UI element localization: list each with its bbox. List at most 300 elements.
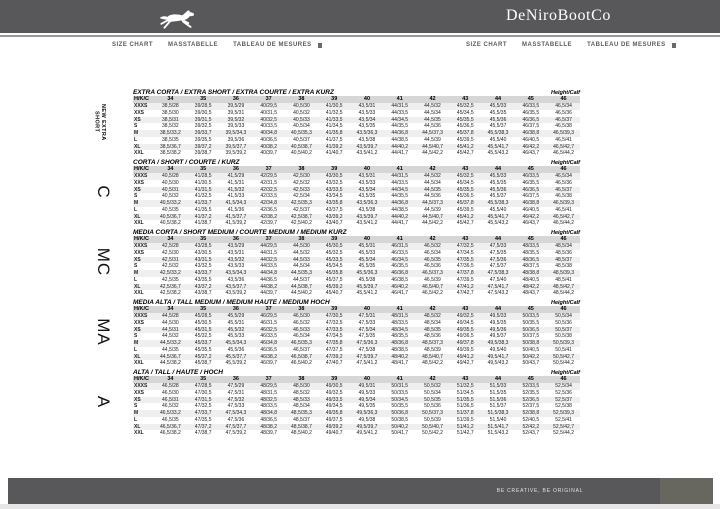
column-header: 44: [494, 306, 502, 312]
size-cell: 46,5/35: [162, 416, 179, 423]
row-label: XXXS: [134, 173, 148, 179]
size-cell: 43,5/31: [358, 173, 376, 179]
size-cell: 47,5/36: [227, 416, 245, 423]
size-cell: 46,5/34: [424, 249, 441, 256]
column-header: 35: [200, 236, 207, 242]
column-header: 39: [331, 376, 338, 382]
size-cell: 43,5/31: [227, 249, 245, 256]
size-cell: 49/37,8: [456, 340, 474, 346]
row-label: XXL: [134, 430, 144, 437]
nav-item-size-chart[interactable]: SIZE CHART: [466, 42, 507, 48]
size-cell: 46/35,5: [522, 179, 540, 186]
header-bar: [0, 0, 720, 33]
size-cell: 47/32,5: [194, 403, 212, 410]
size-table-block: [94, 297, 580, 367]
size-cell: 44,5/39: [424, 206, 441, 213]
nav-item-tableau-de-mesures[interactable]: TABLEAU DE MESURES: [233, 42, 312, 48]
size-cell: 41/39,2: [325, 143, 343, 150]
table-title-row: [133, 157, 580, 166]
size-cell: 45,5/33: [489, 173, 507, 179]
size-cell: 45/32,5: [456, 173, 474, 179]
size-cell: 48/33,5: [522, 243, 540, 249]
row-label: L: [134, 346, 138, 353]
size-cell: 45/39,2: [325, 283, 343, 290]
size-cell: 41,5/37,7: [225, 213, 247, 220]
size-cell: 45/34,5: [456, 179, 474, 186]
size-cell: 47/33,7: [194, 410, 212, 416]
row-label: XXL: [134, 360, 144, 367]
size-cell: 45,5/39,2: [225, 360, 247, 367]
size-cell: 43/34,5: [325, 193, 343, 200]
size-cell: 49,5/33: [489, 313, 507, 319]
size-cell: 49,5/38: [358, 416, 376, 423]
size-cell: 47,5/32: [227, 396, 245, 403]
size-cell: 49/40,7: [325, 430, 343, 437]
size-cell: 43/32,5: [325, 179, 343, 186]
size-cell: 45/33,5: [325, 256, 343, 263]
size-cell: 49/42,7: [456, 360, 474, 367]
size-cell: 45,5/31: [358, 243, 376, 249]
size-cell: 50,5/42,2: [422, 430, 443, 437]
table-row: [133, 207, 580, 214]
size-cell: 39/38,7: [194, 150, 212, 157]
size-cell: 49/41,2: [456, 353, 474, 360]
size-cell: 42,5/32: [162, 263, 179, 270]
size-cell: 48/37,5: [522, 263, 540, 270]
size-cell: 46,5/32: [424, 243, 441, 249]
size-cell: 45,5/35: [358, 263, 376, 270]
column-header: 44: [494, 376, 502, 382]
column-header: 46: [560, 376, 567, 382]
size-table-block: [94, 367, 580, 437]
size-cell: 51,5/43,2: [487, 430, 509, 437]
size-cell: 52,5/44,2: [553, 430, 574, 437]
size-cell: 45,5/34,3: [225, 340, 247, 346]
size-cell: 47,5/35: [489, 249, 507, 256]
size-cell: 41,5/32: [227, 186, 245, 193]
size-cell: 46,5/44,2: [553, 150, 574, 157]
size-cell: 48/42,2: [522, 283, 540, 290]
nav-left: [112, 42, 322, 48]
size-cell: 47/37,2: [194, 423, 212, 430]
size-cell: 52,5/34: [555, 383, 572, 389]
size-cell: 47/37,5: [325, 346, 343, 353]
size-cell: 45/34,5: [325, 263, 343, 270]
size-cell: 45,5/32: [227, 326, 245, 333]
size-cell: 47,5/39,7: [356, 353, 378, 360]
size-cell: 44,5/32: [424, 103, 441, 109]
size-cell: 41,5/36: [227, 206, 245, 213]
size-cell: 46,5/37: [293, 346, 310, 353]
size-cell: 50/36,5: [522, 326, 540, 333]
size-cell: 45/42,7: [456, 220, 474, 227]
size-cell: 44,5/35,3: [291, 270, 312, 276]
size-cell: 45,5/36,3: [356, 270, 378, 276]
size-cell: 48,5/36: [555, 249, 572, 256]
size-cell: 44,5/31: [162, 326, 179, 333]
column-header: 45: [527, 166, 534, 172]
size-cell: 46,5/35: [424, 256, 441, 263]
size-cell: 43,5/31: [358, 103, 376, 109]
row-label: XS: [134, 116, 141, 123]
row-label: XXXS: [134, 243, 148, 249]
column-header: 46: [560, 96, 567, 102]
size-cell: 51,5/38,3: [487, 410, 509, 416]
table-row: [133, 200, 580, 207]
size-cell: 43/38,7: [194, 290, 212, 297]
size-cell: 43,5/35: [358, 193, 376, 200]
column-header: 42: [429, 306, 436, 312]
table-row: [133, 103, 580, 110]
table-row: [133, 354, 580, 361]
table-row: [133, 410, 580, 417]
size-cell: 43,5/38: [358, 206, 376, 213]
size-cell: 50,5/44,2: [553, 360, 574, 367]
size-cell: 47/39,2: [325, 353, 343, 360]
size-cell: 46,5/38,2: [159, 430, 181, 437]
size-cell: 48,5/36: [424, 333, 441, 340]
column-header: 41: [396, 376, 403, 382]
size-cell: 38,5/30: [162, 109, 179, 116]
size-cell: 45,5/43,2: [487, 220, 509, 227]
size-cell: 42/34,8: [260, 200, 278, 206]
size-cell: 43,5/29: [227, 243, 245, 249]
size-cell: 50,5/42,7: [553, 353, 574, 360]
size-cell: 48/33,5: [260, 403, 278, 410]
size-cell: 44/41,7: [391, 150, 409, 157]
size-cell: 40,5/34: [293, 123, 310, 130]
size-cell: 39,5/34,3: [225, 130, 247, 136]
table-row: [133, 150, 580, 157]
column-header: 42: [429, 166, 436, 172]
size-table-block: [94, 157, 580, 227]
menu-square-icon[interactable]: [672, 43, 676, 48]
size-cell: 52/37,5: [522, 403, 540, 410]
size-cell: 46/36,5: [522, 186, 540, 193]
size-cell: 47/39,5: [456, 276, 474, 283]
size-cell: 47/33,5: [325, 326, 343, 333]
size-cell: 49/33,5: [325, 396, 343, 403]
size-cell: 46,5/41: [555, 136, 572, 143]
size-cell: 45/35,5: [456, 186, 474, 193]
size-cell: 48/35,5: [391, 333, 409, 340]
size-cell: 47/41,2: [456, 283, 474, 290]
size-cell: 50,5/38: [555, 333, 572, 340]
table-header-row: [133, 166, 580, 173]
table-row: [133, 173, 580, 180]
size-cell: 49,5/33: [358, 389, 376, 396]
size-cell: 51,5/41,7: [487, 423, 509, 430]
size-cell: 41/40,7: [325, 150, 343, 157]
size-cell: 47,5/31: [358, 313, 376, 319]
nav-item-tableau-de-mesures[interactable]: TABLEAU DE MESURES: [587, 42, 666, 48]
row-label: XL: [134, 353, 141, 360]
size-cell: 42/31,5: [260, 179, 278, 186]
size-cell: 45,5/38,3: [487, 130, 509, 136]
size-cell: 48,5/37: [293, 416, 310, 423]
table-row: [133, 290, 580, 297]
size-cell: 46/42,2: [522, 213, 540, 220]
size-cell: 50,5/32: [424, 383, 441, 389]
size-cell: 50,5/36: [555, 319, 572, 326]
table-title: EXTRA CORTA / EXTRA SHORT / EXTRA COURTE / EXTRA KURZ: [133, 89, 334, 96]
size-cell: 46,5/39,3: [553, 200, 574, 206]
nav-item-masstabelle[interactable]: MASSTABELLE: [522, 42, 573, 48]
row-label: XL: [134, 423, 141, 430]
size-cell: 44,5/33: [293, 256, 310, 263]
menu-square-icon[interactable]: [318, 43, 322, 48]
size-cell: 46,5/39,3: [553, 130, 574, 136]
size-cell: 45,5/41,7: [487, 143, 509, 150]
size-cell: 47/40,7: [325, 360, 343, 367]
size-cell: 47,5/37,7: [225, 423, 247, 430]
size-cell: 48,5/38,7: [291, 423, 312, 430]
size-cell: 48,5/40,7: [422, 353, 443, 360]
size-cell: 38,5/36,7: [159, 143, 181, 150]
size-cell: 50/38,5: [391, 416, 409, 423]
size-cell: 41/34,5: [325, 123, 343, 130]
size-cell: 41/38,7: [194, 220, 212, 227]
size-cell: 43,5/41,2: [356, 150, 378, 157]
row-label: XXL: [134, 150, 144, 157]
size-cell: 46,5/34: [555, 173, 572, 179]
size-cell: 40,5/28: [162, 173, 179, 179]
size-cell: 46,5/38,7: [291, 353, 312, 360]
size-cell: 43,5/33: [227, 263, 245, 270]
footer-slogan: BE CREATIVE, BE ORIGINAL: [496, 488, 584, 494]
size-cell: 50,5/41: [555, 346, 572, 353]
size-cell: 49,5/35: [358, 403, 376, 410]
size-cell: 48/36,8: [391, 340, 409, 346]
size-cell: 44,5/33,2: [159, 340, 181, 346]
size-cell: 48/36,5: [260, 416, 278, 423]
size-cell: 47,5/43,2: [487, 290, 509, 297]
column-header: 34: [167, 96, 174, 102]
size-cell: 46/35,5: [391, 263, 409, 270]
size-cell: 40,5/33,2: [159, 200, 181, 206]
size-cell: 39/28,5: [194, 103, 212, 109]
size-cell: 42/33,5: [260, 193, 278, 200]
size-cell: 45/41,2: [456, 143, 474, 150]
size-cell: 45,5/35: [489, 109, 507, 116]
size-cell: 45/37,8: [456, 130, 474, 136]
row-label: XL: [134, 283, 141, 290]
sidebar-label: MA: [94, 318, 113, 346]
column-header: 40: [363, 236, 371, 242]
size-cell: 48,5/34: [424, 319, 441, 326]
sidebar-label: MC: [94, 247, 113, 277]
size-cell: 51,5/36: [489, 396, 507, 403]
column-header: 46: [560, 166, 567, 172]
size-cell: 38,5/28: [162, 103, 179, 109]
column-header: H/K/C: [134, 236, 149, 242]
row-label: S: [134, 193, 138, 200]
size-cell: 48,5/38: [555, 263, 572, 270]
size-cell: 52/40,5: [522, 416, 540, 423]
size-cell: 39,5/39,2: [225, 150, 247, 157]
size-cell: 43,5/35: [358, 123, 376, 130]
size-cell: 42/38,2: [260, 213, 278, 220]
size-cell: 39/33,7: [194, 130, 212, 136]
size-cell: 44/40,2: [391, 213, 409, 220]
size-cell: 46,5/38: [555, 193, 572, 200]
table-header-row: [133, 96, 580, 103]
size-cell: 42,5/30: [293, 173, 310, 179]
table-header-row: [133, 376, 580, 383]
size-cell: 52,5/36: [555, 389, 572, 396]
size-cell: 43,5/36,3: [356, 200, 378, 206]
size-cell: 48/38,5: [391, 346, 409, 353]
size-cell: 46,5/32: [162, 403, 179, 410]
size-cell: 40/31,5: [260, 109, 278, 116]
column-header: 37: [265, 236, 272, 242]
size-cell: 49,5/36: [489, 326, 507, 333]
size-cell: 43/30,5: [194, 249, 212, 256]
size-cell: 45,5/37,7: [225, 353, 247, 360]
column-header: 39: [331, 236, 338, 242]
size-cell: 51/35,5: [456, 396, 474, 403]
size-cell: 45/35,5: [456, 116, 474, 123]
size-cell: 43/35,8: [325, 200, 343, 206]
size-cell: 50/43,7: [522, 360, 540, 367]
size-cell: 41,5/34,3: [225, 200, 247, 206]
size-cell: 48,5/40,2: [291, 430, 312, 437]
size-cell: 44,5/38,7: [291, 283, 312, 290]
table-row: [133, 123, 580, 130]
size-cell: 48/35,5: [522, 249, 540, 256]
size-cell: 47,5/41,2: [356, 360, 378, 367]
size-cell: 45/35,8: [325, 270, 343, 276]
size-cell: 49,5/40: [489, 346, 507, 353]
size-cell: 43,5/36,3: [356, 130, 378, 136]
size-cell: 52,5/39,3: [553, 410, 574, 416]
size-cell: 47,5/34: [358, 326, 376, 333]
size-cell: 44,5/42,2: [422, 150, 443, 157]
size-cell: 48,5/42,7: [553, 283, 574, 290]
size-cell: 51/41,2: [456, 423, 474, 430]
horse-logo-icon: [159, 9, 196, 31]
size-cell: 46,5/36,7: [159, 423, 181, 430]
row-label: S: [134, 123, 138, 130]
size-cell: 41,5/33: [227, 193, 245, 200]
size-cell: 40,5/32: [293, 109, 310, 116]
size-cell: 41/35,8: [325, 130, 343, 136]
size-cell: 41/33,7: [194, 200, 212, 206]
size-cell: 47/36,5: [456, 263, 474, 270]
size-cell: 43,5/39,7: [356, 213, 378, 220]
size-cell: 41/31,5: [194, 186, 212, 193]
size-cell: 40,5/38,2: [159, 220, 181, 227]
size-cell: 44/36,8: [391, 200, 409, 206]
size-cell: 40,5/36,7: [159, 213, 181, 220]
size-cell: 48/29,5: [260, 383, 278, 389]
size-cell: 43,5/38: [358, 136, 376, 143]
size-cell: 47/32,5: [325, 319, 343, 326]
row-label: XL: [134, 213, 141, 220]
size-table-block: [94, 227, 580, 297]
size-cell: 47,5/37: [489, 263, 507, 270]
nav-right: [466, 42, 676, 48]
nav-item-masstabelle[interactable]: MASSTABELLE: [168, 42, 219, 48]
size-cell: 42,5/36,7: [159, 283, 181, 290]
size-cell: 41/30,5: [194, 179, 212, 186]
size-cell: 45/39,5: [456, 206, 474, 213]
header-divider: [0, 35, 720, 37]
size-cell: 50,5/39,3: [553, 340, 574, 346]
size-cell: 40,5/40,2: [291, 150, 312, 157]
size-table-block: [93, 87, 580, 157]
size-cell: 52,5/37: [555, 396, 572, 403]
size-cell: 40/39,7: [260, 150, 278, 157]
table-row: [133, 383, 580, 390]
table-title: MEDIA ALTA / TALL MEDIUM / MEDIUM HAUTE / MEDIUM HOCH: [133, 299, 330, 306]
size-cell: 46,5/42,7: [553, 143, 574, 150]
size-cell: 45/31,5: [194, 326, 212, 333]
size-cell: 45/39,5: [456, 136, 474, 143]
size-cell: 47,5/34,3: [225, 410, 247, 416]
column-header: 42: [429, 376, 436, 382]
size-cell: 50/34,5: [391, 396, 409, 403]
table-row: [133, 403, 580, 410]
size-cell: 49/32,5: [325, 389, 343, 396]
table-row: [133, 250, 580, 257]
size-cell: 50/40,2: [391, 423, 409, 430]
size-cell: 46/41,7: [391, 290, 409, 297]
table-row: [133, 424, 580, 431]
size-cell: 42,5/33: [293, 186, 310, 193]
size-cell: 47/34,5: [325, 333, 343, 340]
size-cell: 48/38,2: [260, 423, 278, 430]
size-cell: 44/31,5: [260, 249, 278, 256]
size-cell: 46,5/34: [293, 333, 310, 340]
size-cell: 49/34,5: [325, 403, 343, 410]
size-cell: 49,5/37: [489, 333, 507, 340]
column-header: 37: [265, 166, 272, 172]
table-row: [133, 417, 580, 424]
size-cell: 45/34,5: [456, 109, 474, 116]
size-cell: 43,5/41,2: [356, 220, 378, 227]
column-header: 39: [331, 166, 338, 172]
size-cell: 46,5/42,2: [422, 290, 443, 297]
table-row: [133, 263, 580, 270]
size-cell: 46,5/37: [555, 116, 572, 123]
size-cell: 52/35,5: [522, 389, 540, 396]
size-cell: 46/36,8: [391, 270, 409, 276]
size-cell: 52,5/42,7: [553, 423, 574, 430]
size-cell: 44/33,5: [391, 109, 409, 116]
size-cell: 46/32,5: [260, 326, 278, 333]
column-header: 44: [494, 236, 502, 242]
column-header: 35: [200, 376, 207, 382]
table-row: [133, 193, 580, 200]
row-label: S: [134, 333, 138, 340]
row-label: L: [134, 136, 138, 143]
size-cell: 46,5/28: [162, 383, 179, 389]
size-cell: 44,5/34: [424, 109, 441, 116]
size-cell: 44,5/35: [424, 116, 441, 123]
size-cell: 50/35,5: [522, 319, 540, 326]
column-header: H/K/C: [134, 376, 149, 382]
size-cell: 48/32,5: [260, 396, 278, 403]
size-cell: 46/38,2: [260, 353, 278, 360]
size-cell: 42,5/38,7: [291, 213, 312, 220]
size-cell: 47/31,5: [194, 396, 212, 403]
column-header: 40: [363, 166, 371, 172]
height-calf-label: Height/Calf: [550, 90, 580, 96]
column-header: 46: [560, 306, 567, 312]
nav-item-size-chart[interactable]: SIZE CHART: [112, 42, 153, 48]
size-cell: 43/32,5: [194, 263, 212, 270]
